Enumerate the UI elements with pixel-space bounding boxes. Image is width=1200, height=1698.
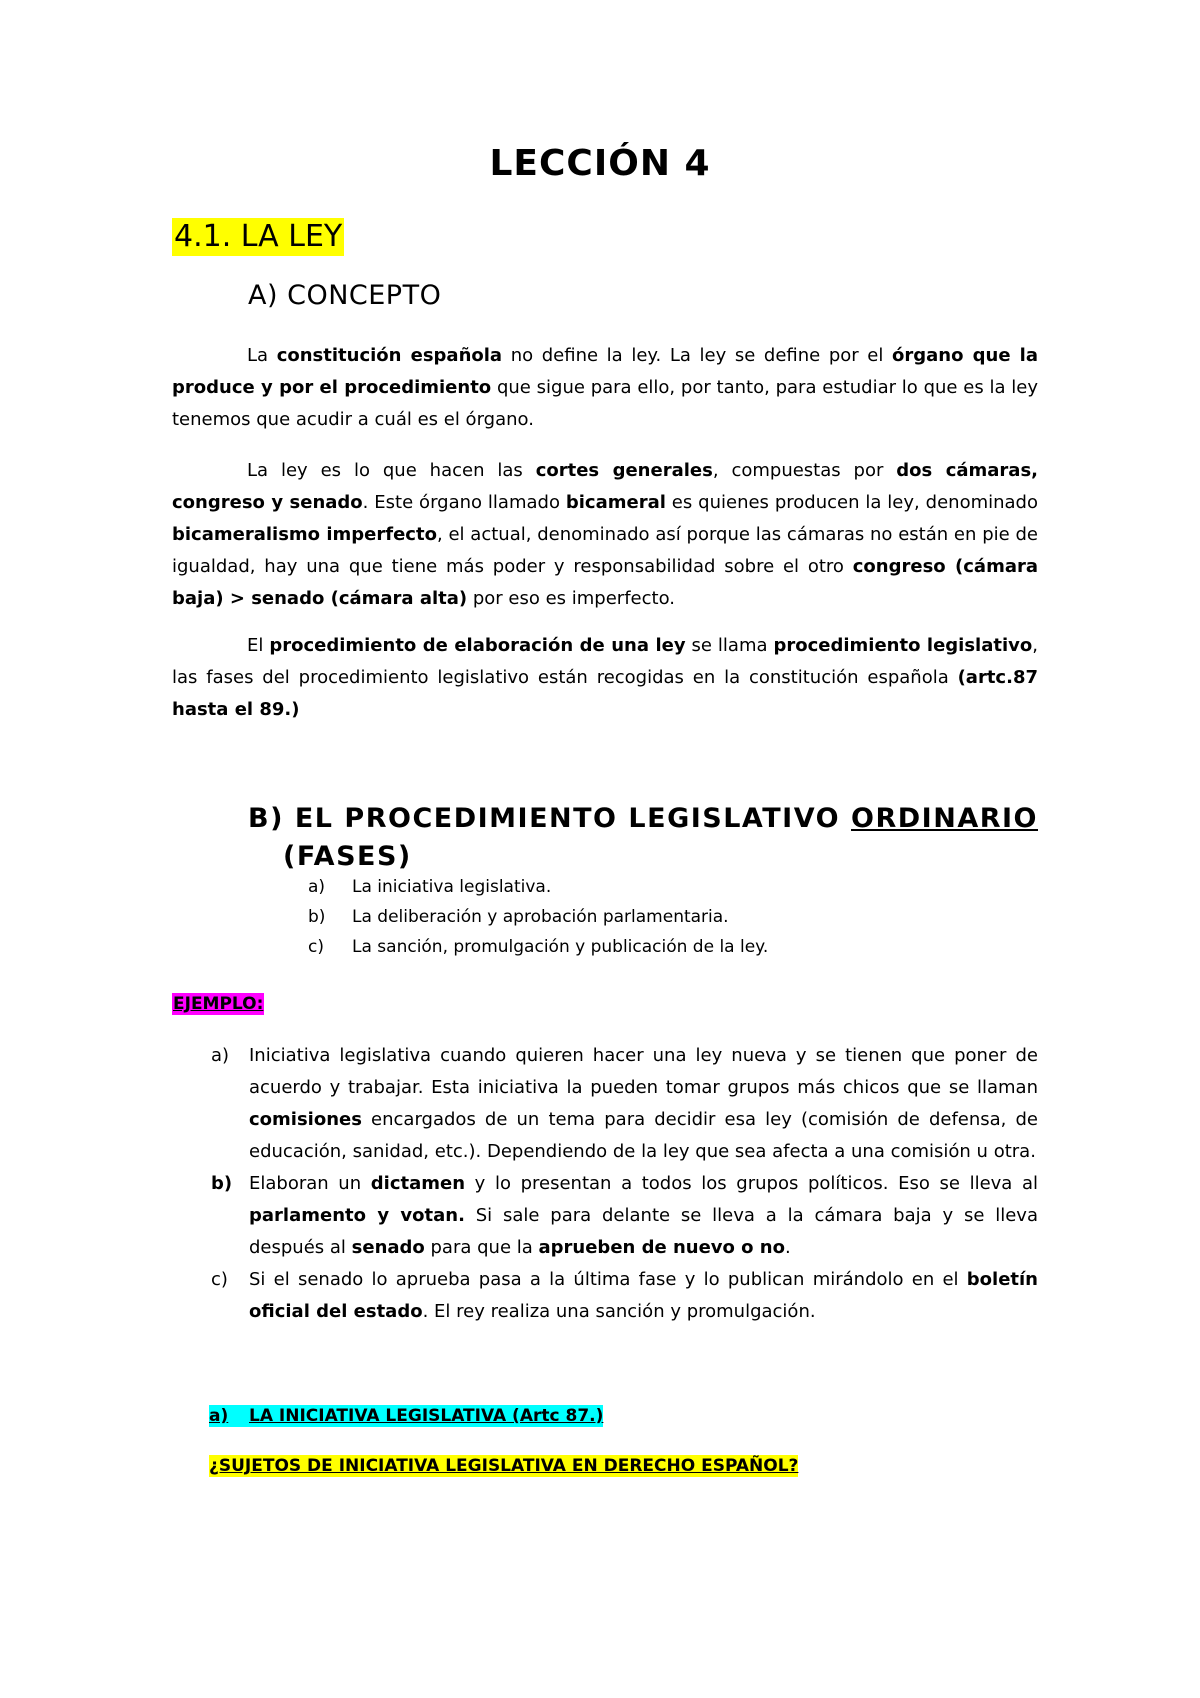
paragraph-concepto-1: La constitución española no define la ley. La ley se define por el órgano que la produce y por el procedimiento que sigue para ello, por tanto, para estudiar lo que es la ley tenemos que acudir a cuál es el órgano. [172, 345, 1039, 430]
phases-list [308, 872, 768, 962]
lesson-title: LECCIÓN 4 [489, 143, 711, 184]
list-item: b) Elaboran un dictamen y lo presentan a todos los grupos políticos. Eso se lleva al parlamento y votan. Si sale para delante se lleva a la cámara baja y se lleva después al senado para que la aprueben de nuevo o no. [211, 1173, 1038, 1258]
list-item: c) Si el senado lo aprueba pasa a la última fase y lo publican mirándolo en el boletín oficial del estado. El rey realiza una sanción y promulgación. [211, 1269, 1038, 1322]
heading-line-2: (FASES) [283, 841, 412, 872]
list-item: c) La sanción, promulgación y publicación de la ley. [308, 937, 769, 957]
section-heading: 4.1. LA LEY [174, 219, 343, 254]
paragraph-concepto-2: La ley es lo que hacen las cortes generales, compuestas por dos cámaras, congreso y senado. Este órgano llamado bicameral es quienes producen la ley, denominado bicameralismo imperfecto, el actual, denominado así porque las cámaras no están en pie de igualdad, hay una que tiene más poder y responsabilidad sobre el otro congreso (cámara baja) > senado (cámara alta) por eso es imperfecto. [172, 460, 1039, 609]
heading-word: LEGISLATIVO [628, 803, 841, 834]
iniciativa-heading: a) LA INICIATIVA LEGISLATIVA (Artc 87.) [209, 1406, 604, 1426]
ejemplo-label: EJEMPLO: [173, 994, 264, 1014]
subheading-procedimiento [248, 800, 1038, 876]
list-item: a) Iniciativa legislativa cuando quieren hacer una ley nueva y se tienen que poner de acuerdo y trabajar. Esta iniciativa la pueden tomar grupos más chicos que se llaman comisiones encargados de un tema para decidir esa ley (comisión de defensa, de educación, sanidad, etc.). Dependiendo de la ley que sea afecta a una comisión u otra. [211, 1045, 1038, 1162]
example-list [211, 1040, 1038, 1328]
heading-word: B) EL [248, 803, 334, 834]
list-item: b) La deliberación y aprobación parlamentaria. [308, 907, 729, 927]
list-item: a) La iniciativa legislativa. [308, 877, 552, 897]
heading-word: PROCEDIMIENTO [344, 803, 618, 834]
subheading-concepto: A) CONCEPTO [248, 280, 442, 311]
paragraph-concepto-3: El procedimiento de elaboración de una ley se llama procedimiento legislativo, las fases del procedimiento legislativo están recogidas en la constitución española (artc.87 hasta el 89.) [172, 635, 1038, 720]
sujetos-heading: ¿SUJETOS DE INICIATIVA LEGISLATIVA EN DERECHO ESPAÑOL? [209, 1456, 799, 1476]
heading-word-underlined: ORDINARIO [851, 803, 1038, 834]
